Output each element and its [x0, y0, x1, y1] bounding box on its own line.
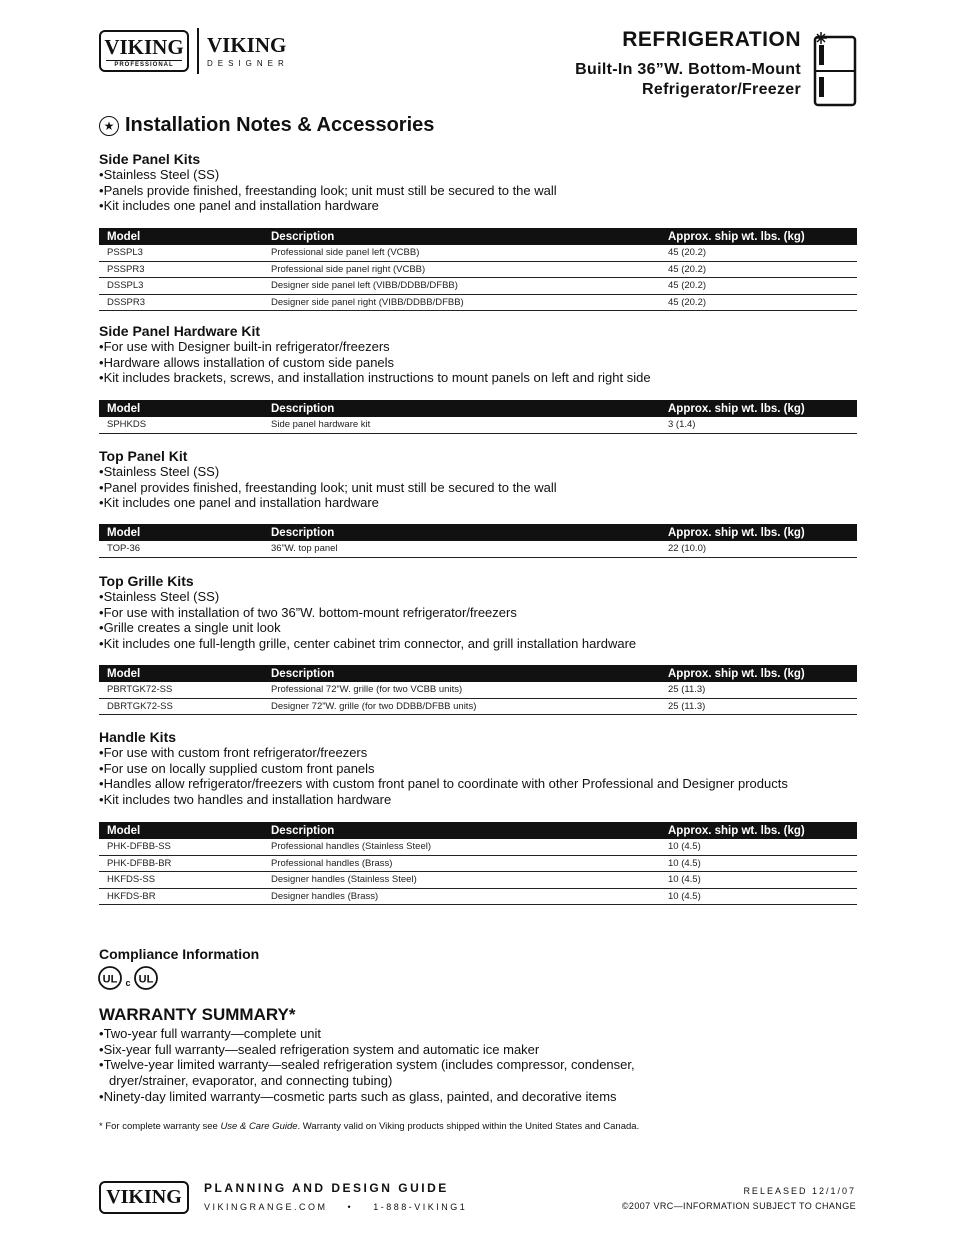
cell-description: Professional 72”W. grille (for two VCBB units) — [263, 682, 660, 698]
contact-line — [204, 1202, 467, 1212]
cell-model: DSSPR3 — [99, 294, 263, 311]
cell-model: PHK-DFBB-SS — [99, 839, 263, 855]
cell-description: Professional side panel left (VCBB) — [263, 245, 660, 261]
star-icon: ★ — [99, 116, 119, 136]
ul-certification-icon — [97, 965, 163, 993]
product-subtitle — [575, 60, 801, 100]
spec-table-top-grille-kits — [99, 665, 857, 715]
cell-model: PHK-DFBB-BR — [99, 855, 263, 872]
warranty-footnote — [99, 1121, 639, 1132]
col-model: Model — [99, 400, 263, 417]
section-heading: Top Grille Kits — [99, 573, 194, 589]
list-item: • Stainless Steel (SS) — [99, 167, 857, 183]
list-item: • Grille creates a single unit look — [99, 620, 857, 636]
bullet-list — [99, 464, 857, 511]
footer-logo-word: VIKING — [106, 1186, 182, 1208]
logo-des-sub: DESIGNER — [207, 59, 289, 68]
spec-table-top-panel-kit — [99, 524, 857, 558]
table-row — [99, 888, 857, 905]
section-side-panel-kits — [99, 151, 857, 214]
col-model: Model — [99, 228, 263, 245]
table-row — [99, 839, 857, 855]
viking-designer-logo — [207, 34, 289, 68]
section-top-panel-kit — [99, 448, 857, 511]
cell-model: PSSPR3 — [99, 261, 263, 278]
list-item: • Ninety-day limited warranty—cosmetic parts such as glass, painted, and decorative items — [99, 1089, 857, 1105]
list-item: • Hardware allows installation of custom side panels — [99, 355, 857, 371]
section-heading: Top Panel Kit — [99, 448, 188, 464]
footnote-guide: Use & Care Guide — [220, 1121, 298, 1132]
list-item: • Two-year full warranty—complete unit — [99, 1026, 857, 1042]
col-model: Model — [99, 524, 263, 541]
col-description: Description — [263, 400, 660, 417]
section-side-panel-hardware-kit — [99, 323, 857, 386]
table-header-row — [99, 228, 857, 245]
spec-table-side-panel-kits — [99, 228, 857, 311]
cell-description: Designer side panel left (VIBB/DDBB/DFBB) — [263, 278, 660, 295]
cell-weight: 10 (4.5) — [660, 888, 857, 905]
table-row — [99, 541, 857, 557]
section-heading: Side Panel Hardware Kit — [99, 323, 261, 339]
refrigerator-icon — [813, 31, 857, 107]
col-description: Description — [263, 822, 660, 839]
section-compliance — [99, 946, 857, 962]
cell-description: Designer handles (Brass) — [263, 888, 660, 905]
list-item: • Panel provides finished, freestanding look; unit must still be secured to the wall — [99, 480, 857, 496]
table-row — [99, 698, 857, 715]
list-item: • Kit includes one panel and installation hardware — [99, 495, 857, 511]
list-item: • Stainless Steel (SS) — [99, 589, 857, 605]
cell-description: Professional side panel right (VCBB) — [263, 261, 660, 278]
table-header-row — [99, 400, 857, 417]
warranty-title: WARRANTY SUMMARY* — [99, 1005, 296, 1024]
cell-model: PBRTGK72-SS — [99, 682, 263, 698]
table-row — [99, 417, 857, 433]
table-row — [99, 855, 857, 872]
table-row — [99, 245, 857, 261]
cell-weight: 10 (4.5) — [660, 855, 857, 872]
cell-model: DSSPL3 — [99, 278, 263, 295]
bullet-list — [99, 1026, 857, 1105]
cell-weight: 22 (10.0) — [660, 541, 857, 557]
section-heading: Handle Kits — [99, 729, 177, 745]
cell-model: HKFDS-BR — [99, 888, 263, 905]
table-header-row — [99, 822, 857, 839]
cell-weight: 10 (4.5) — [660, 839, 857, 855]
category-title: REFRIGERATION — [622, 28, 801, 51]
cell-description: Professional handles (Brass) — [263, 855, 660, 872]
cell-model: HKFDS-SS — [99, 872, 263, 889]
section-handle-kits — [99, 729, 857, 808]
list-item: • For use with Designer built-in refrigerator/freezers — [99, 339, 857, 355]
subtitle-line-2: Refrigerator/Freezer — [642, 81, 801, 98]
list-item: • Twelve-year limited warranty—sealed refrigeration system (includes compressor, condenser, — [99, 1057, 857, 1073]
c-mark-text: c — [125, 978, 131, 988]
cell-weight: 3 (1.4) — [660, 417, 857, 433]
section-warranty — [99, 1026, 857, 1105]
ul-mark-text: UL — [102, 973, 118, 986]
release-date: RELEASED 12/1/07 — [743, 1186, 856, 1196]
logo-pro-word: VIKING — [104, 35, 184, 59]
cell-model: PSSPL3 — [99, 245, 263, 261]
phone-number: 1-888-VIKING1 — [373, 1202, 468, 1212]
table-header-row — [99, 665, 857, 682]
col-model: Model — [99, 822, 263, 839]
bullet-list — [99, 589, 857, 652]
website-link[interactable]: VIKINGRANGE.COM — [204, 1202, 328, 1212]
spec-table-handle-kits — [99, 822, 857, 905]
col-model: Model — [99, 665, 263, 682]
viking-professional-logo — [99, 30, 189, 72]
cell-description: Designer 72”W. grille (for two DDBB/DFBB units) — [263, 698, 660, 715]
list-item: • For use on locally supplied custom front panels — [99, 761, 857, 777]
list-item-continuation — [99, 1073, 857, 1089]
list-item: • For use with custom front refrigerator/freezers — [99, 745, 857, 761]
footnote-prefix: * For complete warranty see — [99, 1121, 221, 1132]
list-item: • Kit includes brackets, screws, and installation instructions to mount panels on left and right side — [99, 370, 857, 386]
col-description: Description — [263, 665, 660, 682]
col-weight: Approx. ship wt. lbs. (kg) — [660, 822, 857, 839]
list-item: • For use with installation of two 36”W. bottom-mount refrigerator/freezers — [99, 605, 857, 621]
list-item: • Panels provide finished, freestanding look; unit must still be secured to the wall — [99, 183, 857, 199]
list-item: • Handles allow refrigerator/freezers with custom front panel to coordinate with other Professional and Designer products — [99, 776, 857, 792]
cell-weight: 25 (11.3) — [660, 698, 857, 715]
cell-model: TOP-36 — [99, 541, 263, 557]
subtitle-line-1: Built-In 36”W. Bottom-Mount — [575, 61, 801, 78]
ul-mark-text-2: UL — [138, 973, 154, 986]
col-description: Description — [263, 228, 660, 245]
spec-table-side-panel-hardware-kit — [99, 400, 857, 434]
cell-description: Side panel hardware kit — [263, 417, 660, 433]
cell-description: Professional handles (Stainless Steel) — [263, 839, 660, 855]
cell-weight: 45 (20.2) — [660, 278, 857, 295]
bullet-list — [99, 167, 857, 214]
separator-dot: • — [347, 1202, 354, 1212]
footnote-suffix: . Warranty valid on Viking products shipped within the United States and Canada. — [297, 1121, 640, 1132]
table-row — [99, 294, 857, 311]
guide-title: PLANNING AND DESIGN GUIDE — [204, 1181, 449, 1195]
list-item: • Kit includes two handles and installation hardware — [99, 792, 857, 808]
footer-viking-logo — [99, 1181, 189, 1214]
list-item: • Stainless Steel (SS) — [99, 464, 857, 480]
col-weight: Approx. ship wt. lbs. (kg) — [660, 665, 857, 682]
list-item: • Kit includes one panel and installation hardware — [99, 198, 857, 214]
logo-des-word: VIKING — [207, 33, 287, 57]
cell-weight: 45 (20.2) — [660, 245, 857, 261]
list-item: • Kit includes one full-length grille, center cabinet trim connector, and grill installation hardware — [99, 636, 857, 652]
cell-model: SPHKDS — [99, 417, 263, 433]
cell-description: 36”W. top panel — [263, 541, 660, 557]
bullet-list — [99, 745, 857, 808]
table-row — [99, 872, 857, 889]
table-row — [99, 261, 857, 278]
list-item: • Six-year full warranty—sealed refrigeration system and automatic ice maker — [99, 1042, 857, 1058]
cell-weight: 25 (11.3) — [660, 682, 857, 698]
cell-weight: 10 (4.5) — [660, 872, 857, 889]
page-title — [99, 114, 434, 137]
logo-pro-sub: PROFESSIONAL — [106, 60, 182, 70]
section-top-grille-kits — [99, 573, 857, 652]
cell-weight: 45 (20.2) — [660, 261, 857, 278]
bullet-list — [99, 339, 857, 386]
section-heading: Side Panel Kits — [99, 151, 201, 167]
continuation-text: dryer/strainer, evaporator, and connecting tubing) — [109, 1073, 393, 1089]
page-title-text: Installation Notes & Accessories — [125, 114, 435, 136]
cell-weight: 45 (20.2) — [660, 294, 857, 311]
logo-divider — [197, 28, 199, 74]
cell-description: Designer side panel right (VIBB/DDBB/DFBB) — [263, 294, 660, 311]
col-weight: Approx. ship wt. lbs. (kg) — [660, 228, 857, 245]
table-row — [99, 682, 857, 698]
compliance-heading: Compliance Information — [99, 946, 260, 962]
col-description: Description — [263, 524, 660, 541]
col-weight: Approx. ship wt. lbs. (kg) — [660, 524, 857, 541]
cell-model: DBRTGK72-SS — [99, 698, 263, 715]
cell-description: Designer handles (Stainless Steel) — [263, 872, 660, 889]
table-row — [99, 278, 857, 295]
col-weight: Approx. ship wt. lbs. (kg) — [660, 400, 857, 417]
table-header-row — [99, 524, 857, 541]
copyright: ©2007 VRC—INFORMATION SUBJECT TO CHANGE — [621, 1201, 856, 1211]
